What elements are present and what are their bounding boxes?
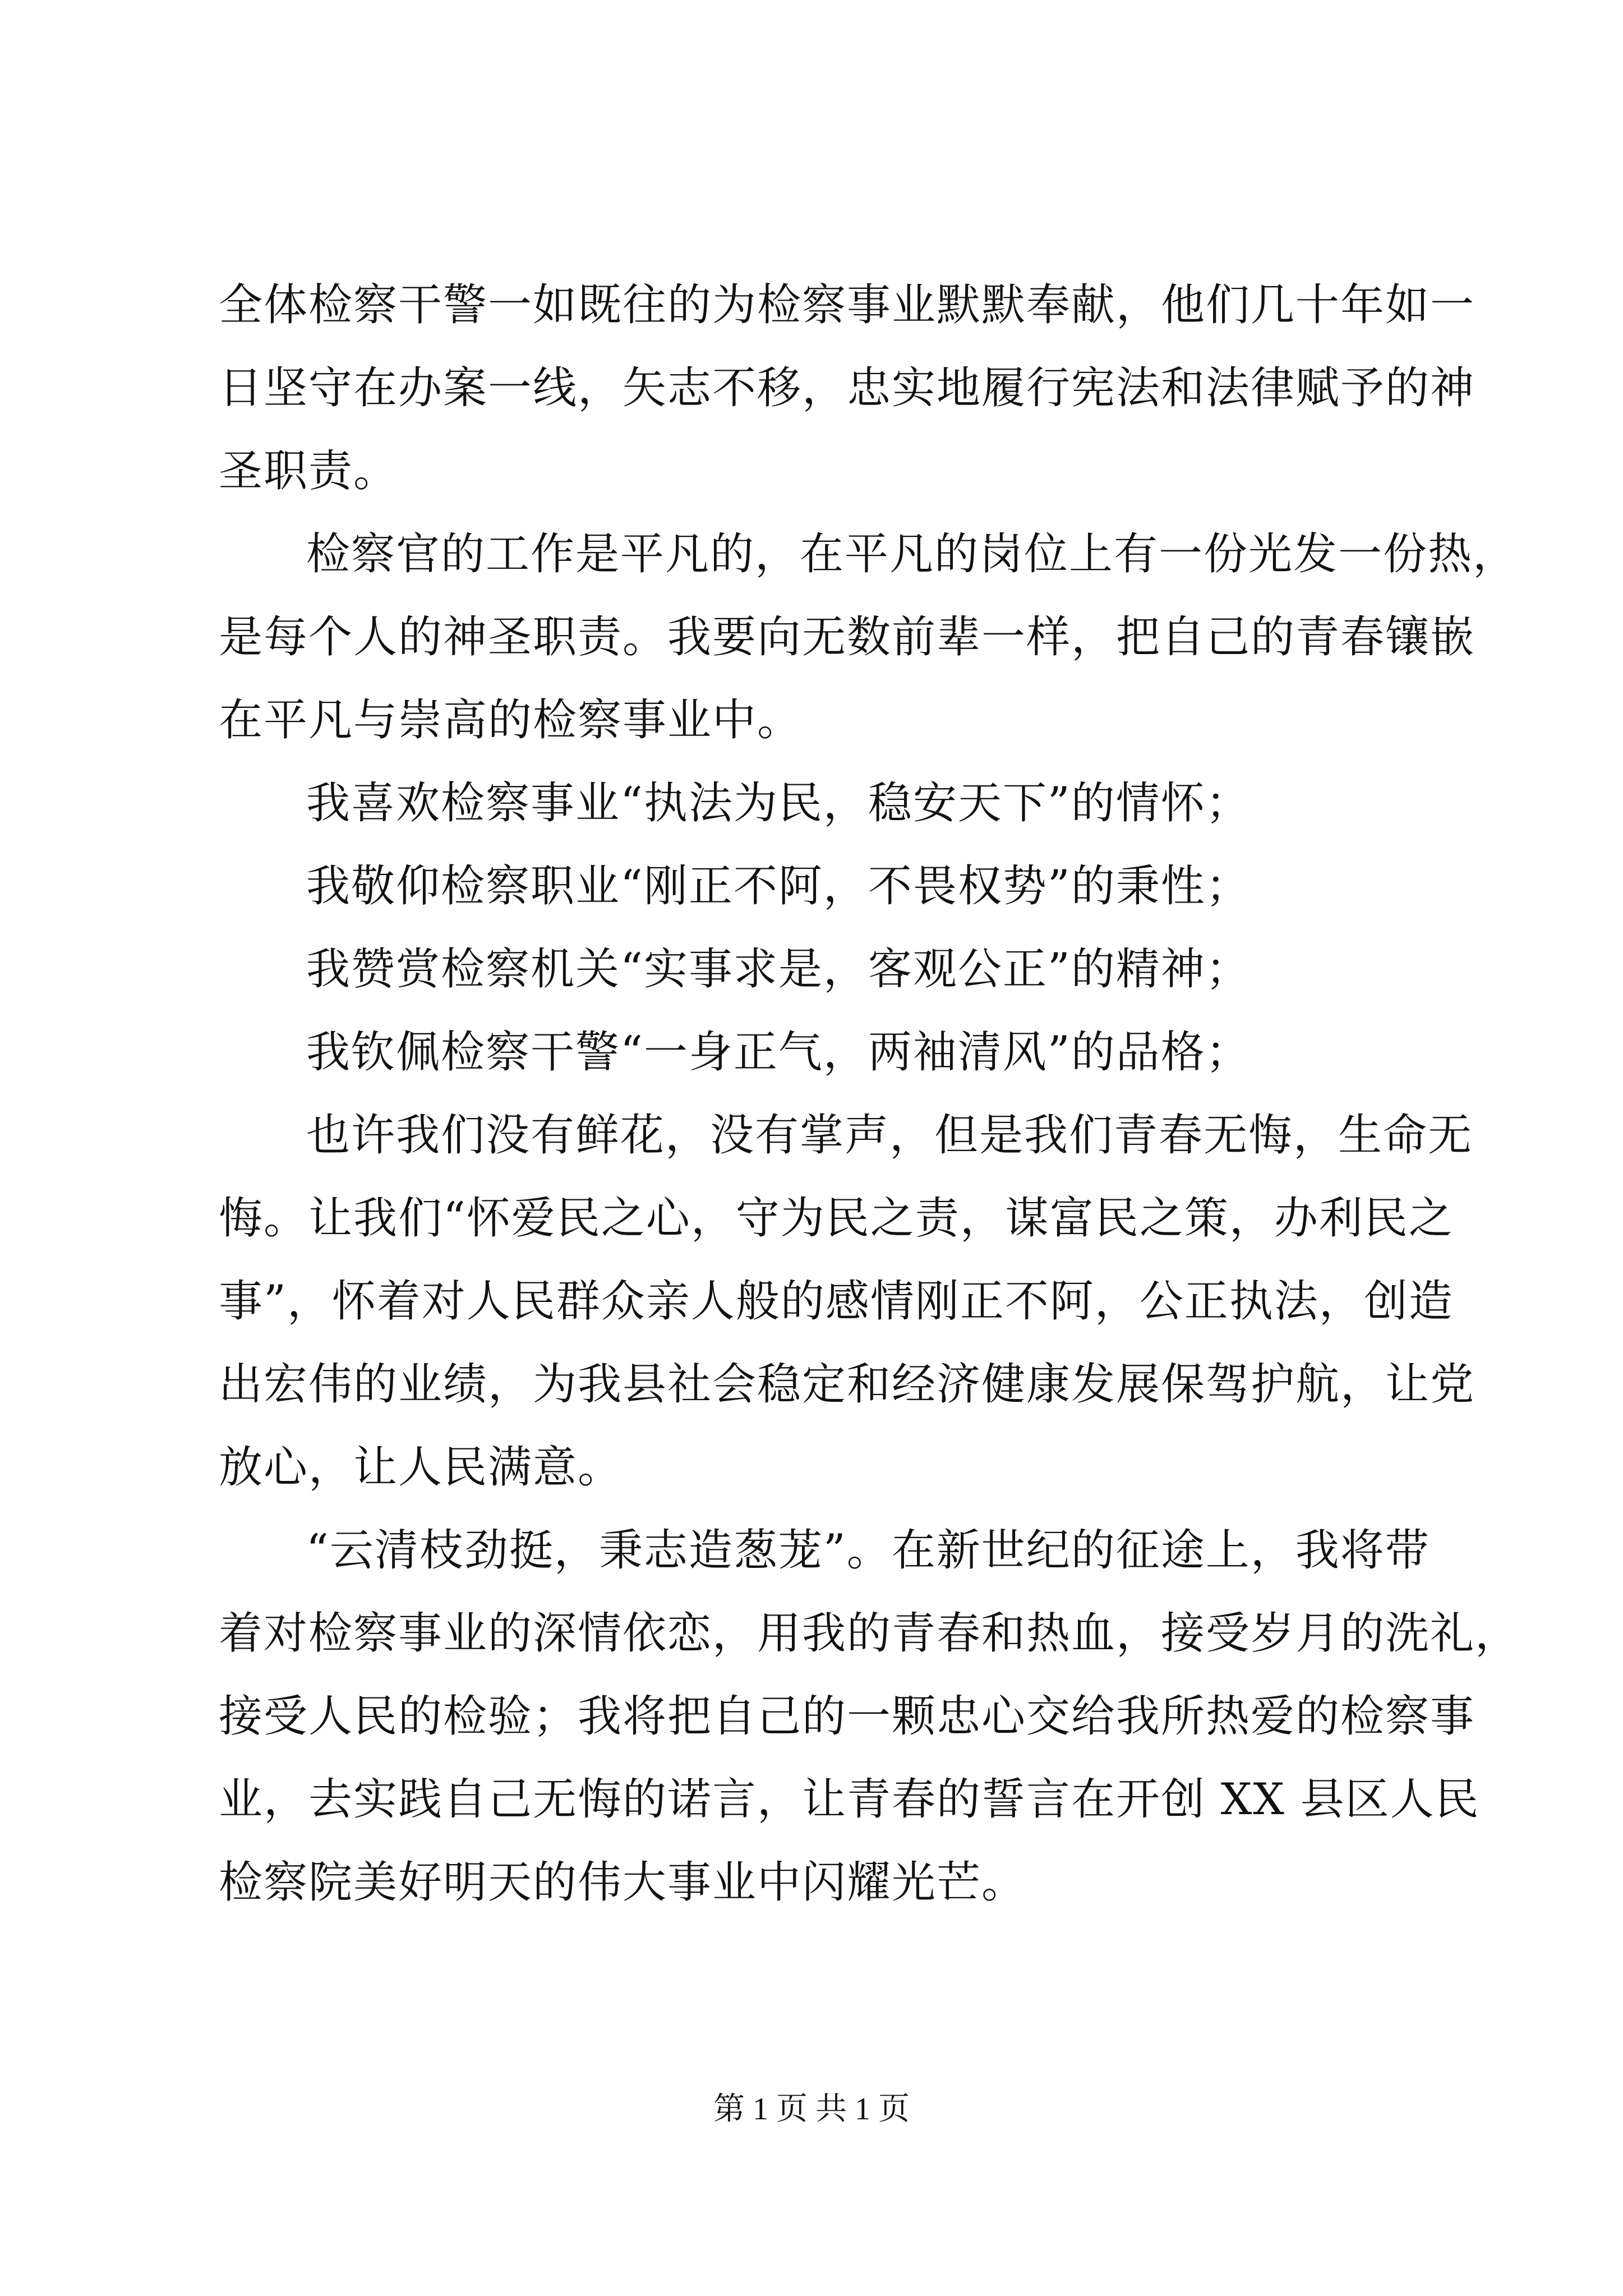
paragraph-line: 圣职责。	[219, 446, 399, 496]
paragraph-line: 悔。让我们“怀爱民之心，守为民之责，谋富民之策，办利民之	[219, 1193, 1454, 1244]
paragraph-5	[219, 928, 1424, 1011]
paragraph-line: 全体检察干警一如既往的为检察事业默默奉献，他们几十年如一	[219, 280, 1476, 330]
paragraph-line: “云清枝劲挺，秉志造葱茏”。在新世纪的征途上，我将带	[306, 1525, 1430, 1576]
paragraph-line: 我钦佩检察干警“一身正气，两袖清风”的品格；	[306, 1027, 1251, 1078]
paragraph-line: 出宏伟的业绩，为我县社会稳定和经济健康发展保驾护航，让党	[219, 1359, 1476, 1410]
paragraph-7	[219, 1094, 1476, 1509]
paragraph-line: 事”，怀着对人民群众亲人般的感情刚正不阿，公正执法，创造	[219, 1276, 1454, 1327]
paragraph-1	[219, 264, 1476, 513]
paragraph-2	[219, 513, 1518, 762]
paragraph-8	[219, 1509, 1520, 1924]
paragraph-6	[219, 1011, 1424, 1094]
paragraph-line: 是每个人的神圣职责。我要向无数前辈一样，把自己的青春镶嵌	[219, 612, 1476, 662]
paragraph-line: 在平凡与崇高的检察事业中。	[219, 695, 803, 746]
paragraph-3	[219, 762, 1424, 845]
paragraph-line: 业，去实践自己无悔的诺言，让青春的誓言在开创 XX 县区人民	[219, 1774, 1480, 1825]
paragraph-line: 接受人民的检验；我将把自己的一颗忠心交给我所热爱的检察事	[219, 1691, 1476, 1742]
paragraph-4	[219, 845, 1424, 928]
paragraph-line: 检察院美好明天的伟大事业中闪耀光芒。	[219, 1857, 1027, 1908]
paragraph-line: 我赞赏检察机关“实事求是，客观公正”的精神；	[306, 944, 1251, 995]
paragraph-line: 我喜欢检察事业“执法为民，稳安天下”的情怀；	[306, 778, 1251, 829]
paragraph-line: 我敬仰检察职业“刚正不阿，不畏权势”的秉性；	[306, 861, 1251, 912]
paragraph-line: 也许我们没有鲜花，没有掌声，但是我们青春无悔，生命无	[306, 1110, 1473, 1161]
paragraph-line: 日坚守在办案一线，矢志不移，忠实地履行宪法和法律赋予的神	[219, 363, 1476, 413]
paragraph-line: 放心，让人民满意。	[219, 1442, 623, 1493]
page-footer	[0, 2087, 1623, 2132]
paragraph-line: 检察官的工作是平凡的，在平凡的岗位上有一份光发一份热，	[306, 529, 1518, 579]
paragraph-line: 着对检察事业的深情依恋，用我的青春和热血，接受岁月的洗礼，	[219, 1608, 1520, 1659]
page-number-label: 第 1 页 共 1 页	[713, 2092, 910, 2127]
document-body	[219, 264, 1520, 1924]
